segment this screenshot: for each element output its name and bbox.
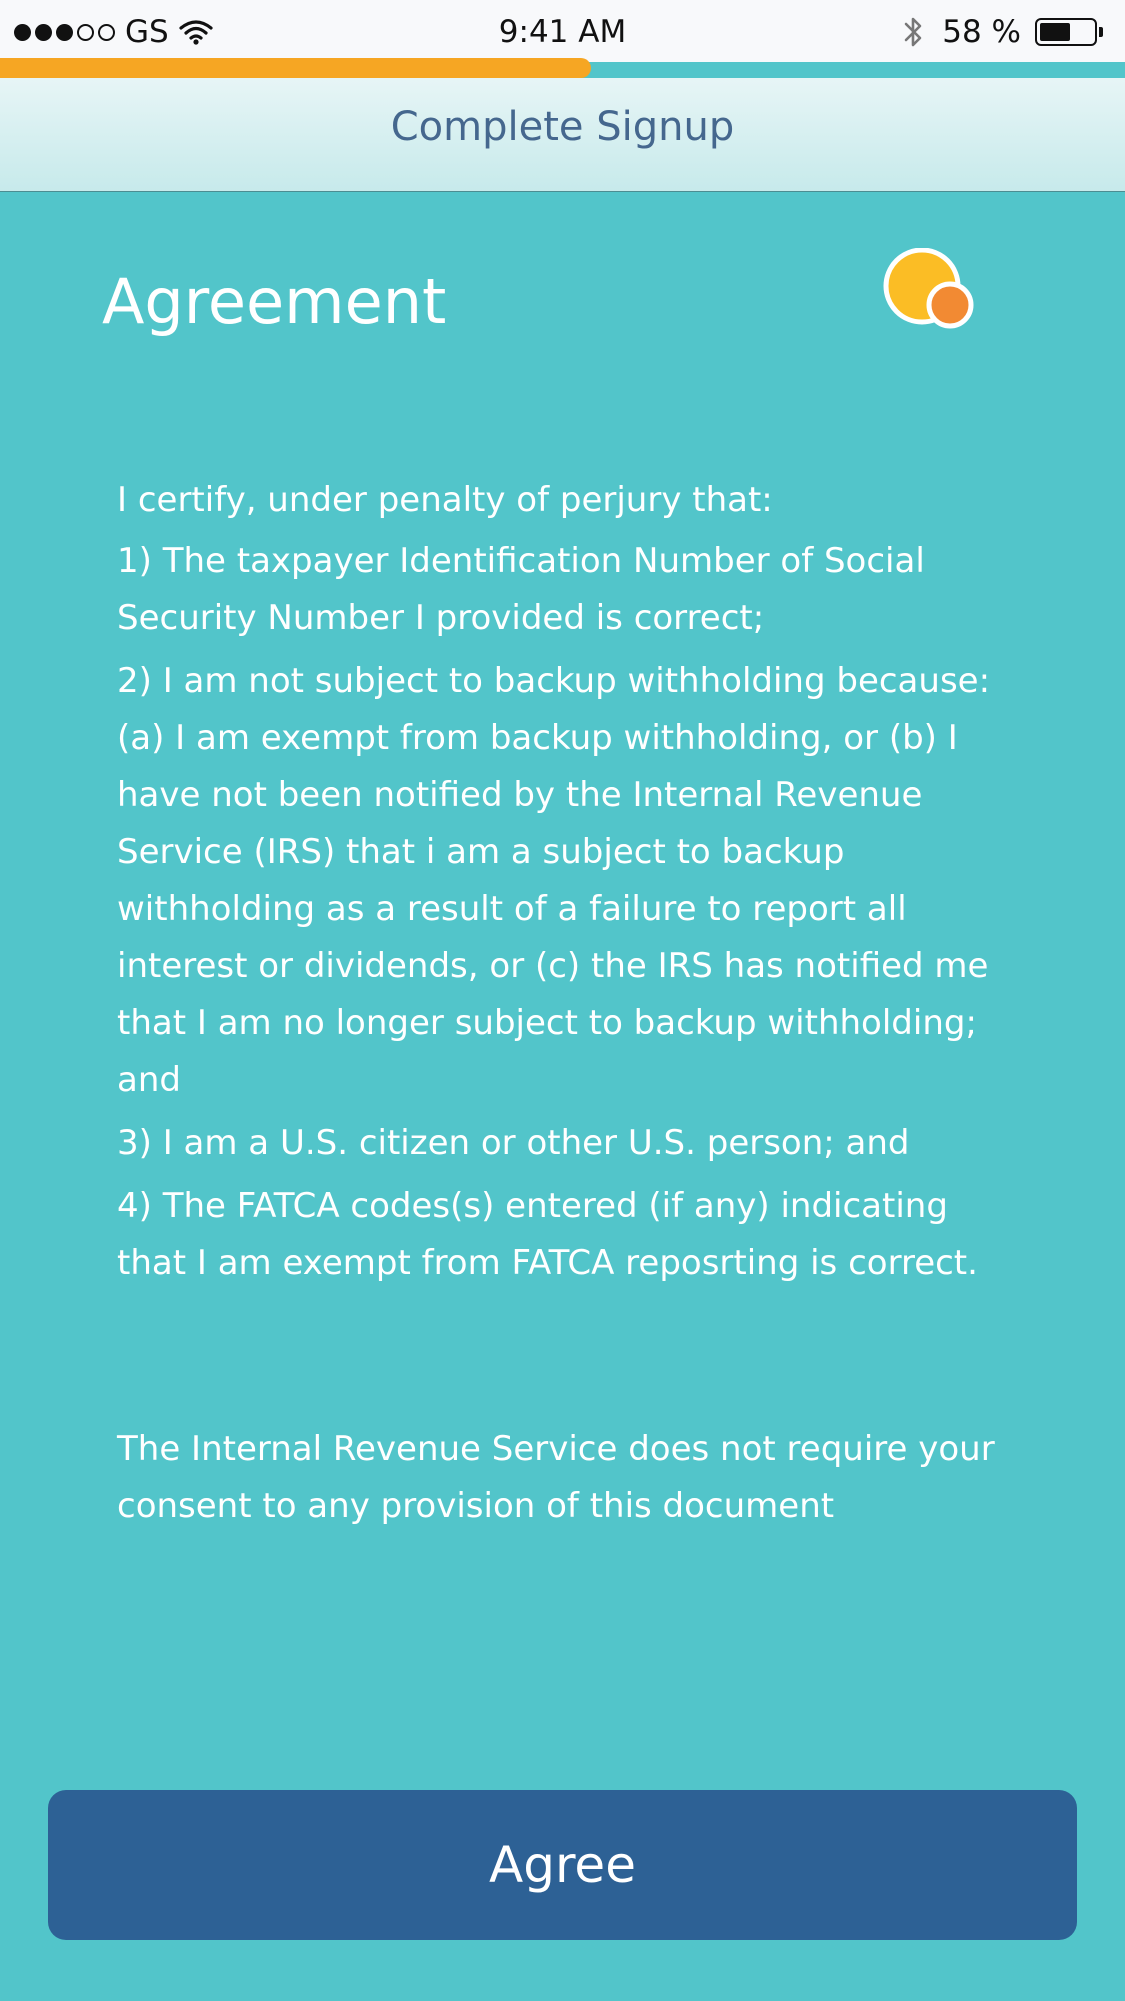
battery-percentage: 58 % <box>942 14 1021 50</box>
status-bar <box>0 0 1125 62</box>
app-logo-icon <box>880 248 980 332</box>
status-time: 9:41 AM <box>498 14 627 50</box>
irs-disclaimer: The Internal Revenue Service does not require your consent to any provision of this document <box>117 1429 995 1526</box>
agreement-item: 3) I am a U.S. citizen or other U.S. person; and <box>117 1123 910 1163</box>
battery-tip <box>1099 27 1103 37</box>
agreement-item: 1) The taxpayer Identification Number of Social Security Number I provided is correct; <box>117 541 925 638</box>
battery-fill <box>1040 23 1070 41</box>
signup-progress-fill <box>0 58 591 78</box>
agreement-item: 2) I am not subject to backup withholding because: (a) I am exempt from backup withholding, or (b) I have not been notified by the Internal Revenue Service (IRS) that i am a subject to backup withholding as a result of a failure to report all interest or dividends, or (c) the IRS has notified me that I am no longer subject to backup withholding; and <box>117 661 991 1100</box>
status-bar-right <box>900 12 1103 52</box>
bluetooth-icon <box>900 14 926 50</box>
signup-progress-bar <box>0 58 1125 78</box>
nav-bar <box>0 78 1125 192</box>
agree-button[interactable]: Agree <box>48 1790 1077 1940</box>
page-title: Complete Signup <box>390 104 735 150</box>
carrier-name: GS <box>125 14 169 50</box>
battery-body <box>1035 18 1097 46</box>
agreement-item: 4) The FATCA codes(s) entered (if any) indicating that I am exempt from FATCA reposrting is correct. <box>117 1186 978 1283</box>
agreement-text <box>117 472 1017 1298</box>
battery-icon <box>1035 18 1103 46</box>
agreement-intro: I certify, under penalty of perjury that: <box>117 480 773 520</box>
agreement-heading: Agreement <box>102 265 447 338</box>
